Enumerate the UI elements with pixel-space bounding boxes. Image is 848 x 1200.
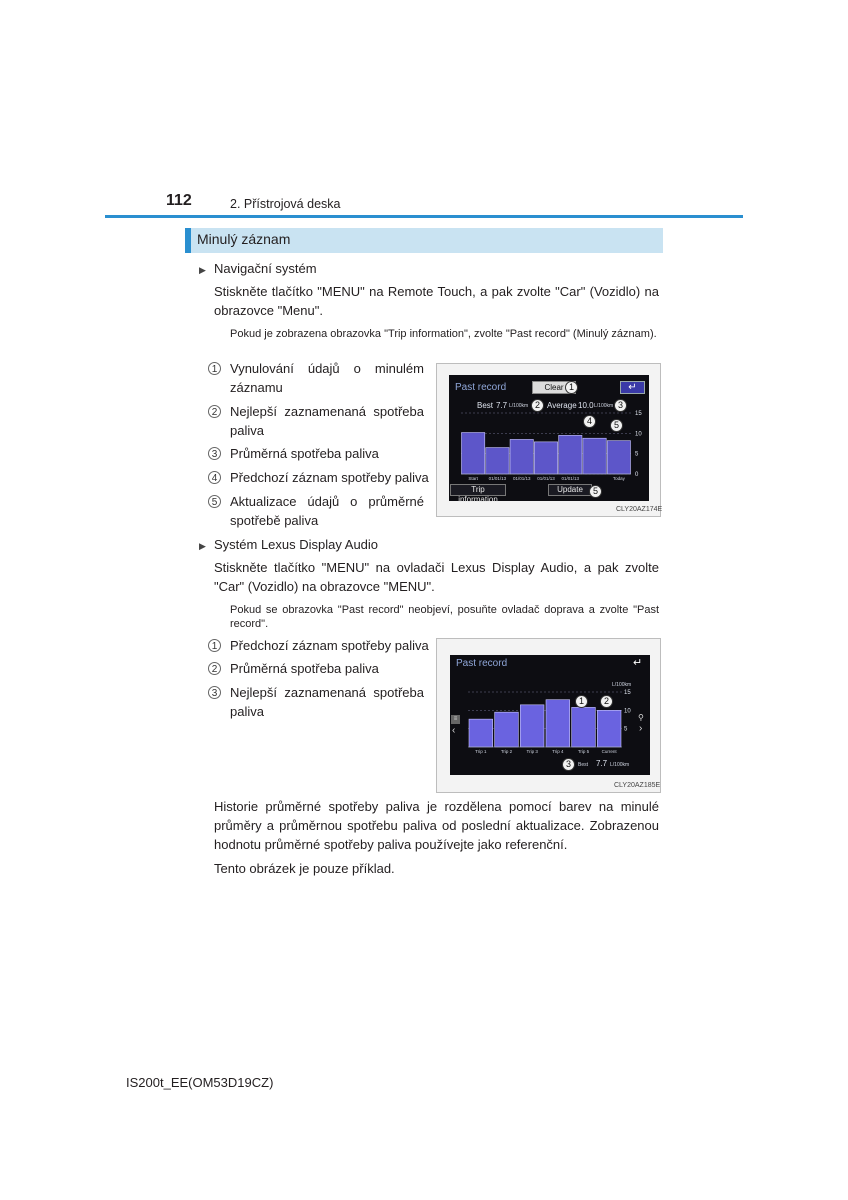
x-tick-label: Trip 1 (475, 749, 487, 754)
x-tick-label: 01/01/13 (561, 476, 580, 481)
callout-marker: 4 (583, 415, 596, 428)
callout-number: 2 (208, 405, 221, 418)
x-tick-label: 01/01/13 (512, 476, 531, 481)
best-unit: L/100km (509, 403, 529, 409)
nav-item-text: Aktualizace údajů o průměrné spotřebě paliva (230, 494, 424, 528)
chart-bar (510, 439, 533, 474)
y-tick-label: 10 (635, 431, 642, 438)
chart-bar (607, 441, 630, 474)
callout-marker: 5 (589, 485, 602, 498)
page-number: 112 (166, 192, 192, 209)
x-tick-label: Start (468, 476, 478, 481)
callout-marker: 2 (600, 695, 613, 708)
chevron-left-icon[interactable]: ‹ (452, 725, 456, 736)
y-tick-label: 15 (624, 690, 631, 696)
trip-information-button[interactable]: Trip information (450, 484, 506, 496)
callout-marker: 3 (562, 758, 575, 771)
chart-bar (469, 719, 493, 747)
list-icon[interactable]: ≡ (451, 715, 460, 724)
triangle-bullet-icon: ▶ (199, 541, 206, 551)
nav-item-text: Vynulování údajů o minulém záznamu (230, 361, 424, 395)
lda-screen-title: Past record (456, 658, 508, 669)
y-tick-label: 0 (635, 472, 639, 478)
figure-code: CLY20AZ185E (614, 782, 661, 789)
best-label: Best (477, 401, 494, 410)
chart-bar (520, 705, 544, 747)
lda-screen (450, 655, 650, 775)
chart-bar (495, 712, 519, 747)
x-tick-label: Today (612, 476, 625, 481)
lda-chart (450, 655, 650, 775)
lda-note: Pokud se obrazovka "Past record" neobjeví, posuňte ovladač doprava a zvolte "Past record". (230, 604, 659, 630)
callout-number: 2 (208, 662, 221, 675)
best-unit: L/100km (610, 762, 630, 768)
nav-instruction: Stiskněte tlačítko "MENU" na Remote Touch, a pak zvolte "Car" (Vozidlo) na obrazovce "Menu". (214, 284, 659, 318)
x-tick-label: Current (601, 749, 617, 754)
x-tick-label: Trip 4 (552, 749, 564, 754)
nav-chart (449, 375, 649, 501)
chart-bar (572, 707, 596, 747)
callout-number: 1 (208, 639, 221, 652)
best-label: Best (578, 762, 589, 768)
nav-item-text: Průměrná spotřeba paliva (230, 446, 379, 461)
average-label: Average (547, 401, 577, 410)
section-title: Minulý záznam (197, 231, 291, 247)
lda-unit: L/100km (612, 682, 632, 688)
document-code: IS200t_EE(OM53D19CZ) (126, 1075, 274, 1090)
chart-bar (486, 448, 509, 474)
chart-bar (597, 710, 621, 747)
nav-screen-title: Past record (455, 382, 507, 393)
back-arrow-icon[interactable]: ↵ (620, 381, 645, 394)
best-value: 7.7 (596, 759, 608, 768)
chart-bar (462, 433, 485, 474)
x-tick-label: Trip 2 (500, 749, 513, 754)
average-value: 10.0 (578, 401, 594, 410)
lda-heading: Systém Lexus Display Audio (214, 537, 379, 552)
back-arrow-icon[interactable]: ↵ (633, 657, 643, 669)
header-rule (105, 215, 743, 218)
callout-number: 3 (208, 686, 221, 699)
y-tick-label: 5 (624, 726, 628, 733)
chevron-right-icon[interactable]: › (639, 723, 643, 734)
lda-item-text: Nejlepší zaznamenaná spotřeba paliva (230, 685, 424, 719)
magnifier-icon[interactable]: ⚲ (638, 713, 644, 722)
callout-number: 5 (208, 495, 221, 508)
lda-item-text: Průměrná spotřeba paliva (230, 661, 379, 676)
callout-marker: 1 (575, 695, 588, 708)
nav-heading: Navigační systém (214, 261, 317, 276)
x-tick-label: 01/01/13 (537, 476, 555, 481)
update-button[interactable]: Update (548, 484, 592, 496)
nav-item-text: Předchozí záznam spotřeby paliva (230, 470, 429, 485)
y-tick-label: 10 (624, 708, 631, 715)
callout-number: 1 (208, 362, 221, 375)
callout-marker: 2 (531, 399, 544, 412)
average-unit: L/100km (594, 403, 614, 409)
chart-bar (546, 700, 570, 747)
lda-item-text: Předchozí záznam spotřeby paliva (230, 638, 429, 653)
x-tick-label: Trip 3 (526, 749, 538, 754)
y-tick-label: 5 (635, 451, 639, 458)
chart-bar (534, 442, 557, 474)
callout-marker: 1 (565, 381, 578, 394)
chapter-title: 2. Přístrojová deska (230, 197, 341, 211)
callout-number: 3 (208, 447, 221, 460)
example-note: Tento obrázek je pouze příklad. (214, 861, 395, 876)
nav-screen (449, 375, 649, 504)
chart-bar (583, 438, 606, 474)
figure-code: CLY20AZ174E (616, 506, 663, 513)
triangle-bullet-icon: ▶ (199, 265, 206, 275)
lda-instruction: Stiskněte tlačítko "MENU" na ovladači Lexus Display Audio, a pak zvolte "Car" (Vozidlo) na obrazovce "MENU". (214, 560, 659, 594)
callout-number: 4 (208, 471, 221, 484)
best-value: 7.7 (496, 401, 508, 410)
clear-button[interactable]: Clear (532, 381, 576, 394)
chart-bar (559, 435, 582, 474)
nav-note: Pokud je zobrazena obrazovka "Trip information", zvolte "Past record" (Minulý záznam). (230, 328, 657, 340)
callout-marker: 5 (610, 419, 623, 432)
y-tick-label: 15 (635, 411, 642, 417)
closing-paragraph: Historie průměrné spotřeby paliva je rozdělena pomocí barev na minulé průměry a průměrnou spotřebu paliva od poslední aktualizace. Zobrazenou hodnotu průměrné spotřeby paliva používejte jako referenční. (214, 799, 659, 852)
callout-marker: 3 (614, 399, 627, 412)
x-tick-label: 01/01/13 (488, 476, 507, 481)
x-tick-label: Trip 5 (577, 749, 590, 754)
nav-item-text: Nejlepší zaznamenaná spotřeba paliva (230, 404, 424, 438)
